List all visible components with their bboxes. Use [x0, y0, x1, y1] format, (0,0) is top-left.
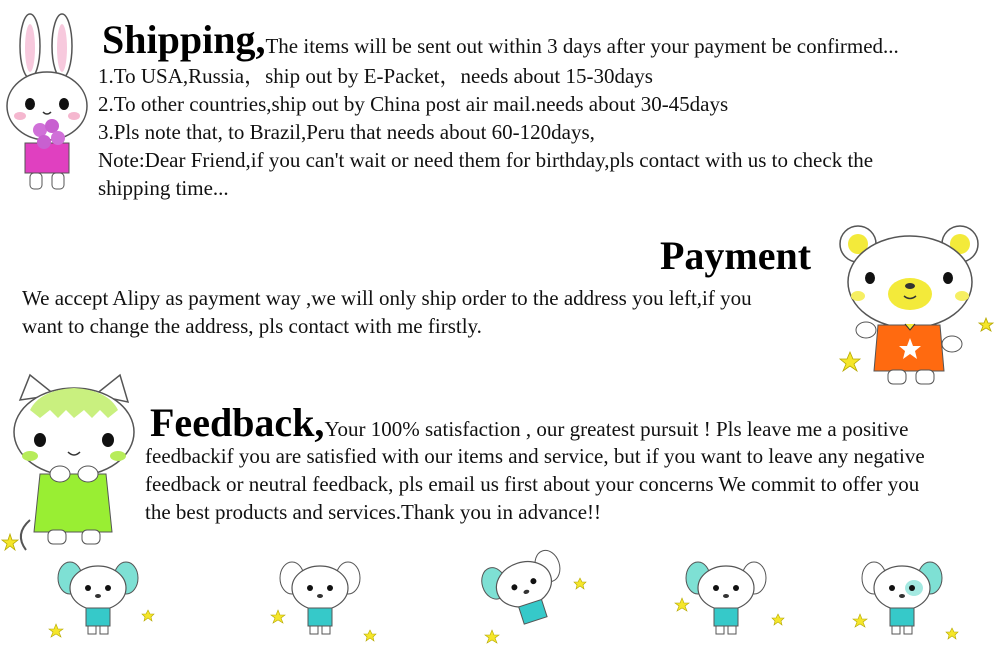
feedback-line-2: feedback or neutral feedback, pls email us first about your concerns We commit to offer you: [145, 472, 920, 496]
shipping-line-3: 3.Pls note that, to Brazil,Peru that needs about 60-120days,: [98, 120, 595, 144]
puppy-icon: [676, 554, 786, 644]
shipping-line-2: 2.To other countries,ship out by China post air mail.needs about 30-45days: [98, 92, 729, 116]
feedback-line-3: the best products and services.Thank you in advance!!: [145, 500, 602, 524]
bear-icon: [830, 220, 995, 390]
cat-icon: [0, 370, 145, 560]
star-icon: [840, 352, 860, 371]
puppy-icon: [478, 548, 588, 643]
shipping-intro: The items will be sent out within 3 days after your payment be confirmed...: [265, 34, 899, 58]
puppy-icon: [852, 554, 962, 644]
shipping-heading: Shipping,: [102, 17, 266, 62]
bunny-icon: [0, 8, 95, 193]
payment-section: [0, 220, 1000, 390]
star-icon: [979, 318, 993, 331]
shipping-line-4: Note:Dear Friend,if you can't wait or need them for birthday,pls contact with us to check the: [98, 148, 874, 172]
shipping-section: [0, 0, 1000, 210]
feedback-line-1: feedbackif you are satisfied with our items and service, but if you want to leave any negative: [145, 444, 925, 468]
feedback-section: [0, 370, 1000, 560]
puppy-icon: [270, 554, 380, 644]
feedback-heading: Feedback,: [150, 400, 325, 445]
shipping-line-5: shipping time...: [98, 176, 229, 200]
payment-line-1: We accept Alipy as payment way ,we will only ship order to the address you left,if you: [22, 286, 752, 310]
puppy-row: [0, 548, 1000, 648]
puppy-icon: [48, 554, 158, 644]
payment-heading: Payment: [660, 233, 812, 278]
feedback-intro: Your 100% satisfaction , our greatest pursuit ! Pls leave me a positive: [324, 417, 909, 441]
shipping-line-1: 1.To USA,Russia，ship out by E-Packet，needs about 15-30days: [98, 64, 653, 88]
payment-line-2: want to change the address, pls contact with me firstly.: [22, 314, 482, 338]
